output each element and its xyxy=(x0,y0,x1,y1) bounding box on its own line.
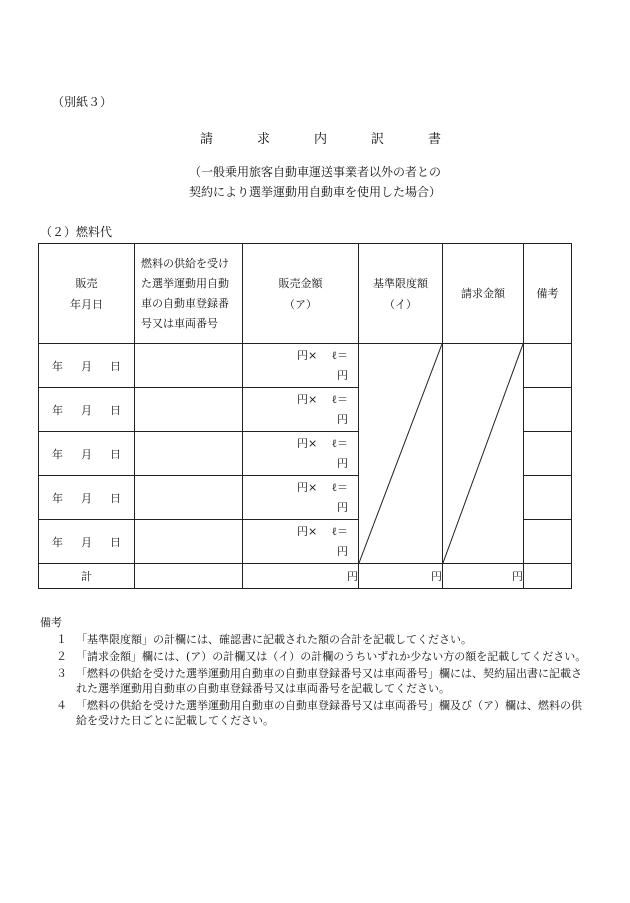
date-cell: 年 月 日 xyxy=(39,476,135,520)
header-standard-limit: 基準限度額 （イ） xyxy=(359,244,443,344)
title-char: 書 xyxy=(428,132,442,147)
header-claim-amount: 請求金額 xyxy=(443,244,524,344)
remarks-cell xyxy=(524,432,572,476)
subtitle-line: 契約により選挙運動用自動車を使用した場合） xyxy=(188,185,441,199)
header-row xyxy=(39,244,572,344)
note-item: １ 「基準限度額」の計欄には、確認書に記載された額の合計を記載してください。 xyxy=(56,633,472,646)
total-claim-amount: 円 xyxy=(443,564,524,589)
date-cell: 年 月 日 xyxy=(39,520,135,564)
sales-amount-cell: 円× ℓ＝ 円 xyxy=(243,432,359,476)
subtitle-line: （一般乗用旅客自動車運送事業者以外の者との xyxy=(188,165,441,179)
document-subtitle xyxy=(150,162,480,202)
total-standard-limit: 円 xyxy=(359,564,443,589)
header-registration-number: 燃料の供給を受けた選挙運動用自動車の自動車登録番号又は車両番号 xyxy=(135,244,243,344)
total-registration-cell xyxy=(135,564,243,589)
sales-amount-cell: 円× ℓ＝ 円 xyxy=(243,388,359,432)
table-row xyxy=(39,344,572,388)
total-row xyxy=(39,564,572,589)
notes-list xyxy=(56,632,592,730)
remarks-cell xyxy=(524,388,572,432)
title-char: 求 xyxy=(257,132,271,147)
fuel-cost-table xyxy=(38,243,572,589)
total-label: 計 xyxy=(39,564,135,589)
attachment-label: （別紙３） xyxy=(52,95,113,109)
notes-title: 備考 xyxy=(40,616,62,629)
date-cell: 年 月 日 xyxy=(39,432,135,476)
sales-amount-cell: 円× ℓ＝ 円 xyxy=(243,520,359,564)
note-item: ４ 「燃料の供給を受けた選挙運動用自動車の自動車登録番号又は車両番号」欄及び（ア）欄は、燃料の供給を受けた日ごとに記載してください。 xyxy=(56,699,582,727)
sales-amount-cell: 円× ℓ＝ 円 xyxy=(243,344,359,388)
document-title xyxy=(200,128,485,147)
claim-amount-diagonal-cell xyxy=(443,344,524,564)
remarks-cell xyxy=(524,476,572,520)
remarks-cell xyxy=(524,520,572,564)
registration-cell xyxy=(135,476,243,520)
registration-cell xyxy=(135,388,243,432)
header-remarks: 備考 xyxy=(524,244,572,344)
remarks-cell xyxy=(524,344,572,388)
date-cell: 年 月 日 xyxy=(39,344,135,388)
sales-amount-cell: 円× ℓ＝ 円 xyxy=(243,476,359,520)
diagonal-line xyxy=(443,344,523,563)
note-item: ２ 「請求金額」欄には、(ア）の計欄又は（イ）の計欄のうちいずれか少ない方の額を記載してください。 xyxy=(56,650,587,663)
header-sales-amount: 販売金額 （ア） xyxy=(243,244,359,344)
section-heading: （２）燃料代 xyxy=(40,225,113,239)
title-char: 請 xyxy=(200,132,214,147)
total-remarks-cell xyxy=(524,564,572,589)
registration-cell xyxy=(135,432,243,476)
standard-limit-diagonal-cell xyxy=(359,344,443,564)
date-cell: 年 月 日 xyxy=(39,388,135,432)
title-char: 内 xyxy=(314,132,328,147)
registration-cell xyxy=(135,344,243,388)
diagonal-line xyxy=(359,344,442,563)
header-date: 販売 年月日 xyxy=(39,244,135,344)
registration-cell xyxy=(135,520,243,564)
total-sales-amount: 円 xyxy=(243,564,359,589)
note-item: ３ 「燃料の供給を受けた選挙運動用自動車の自動車登録番号又は車両番号」欄には、契約届出書に記載された選挙運動用自動車の自動車登録番号又は車両番号を記載してください。 xyxy=(56,667,582,695)
title-char: 訳 xyxy=(371,132,385,147)
